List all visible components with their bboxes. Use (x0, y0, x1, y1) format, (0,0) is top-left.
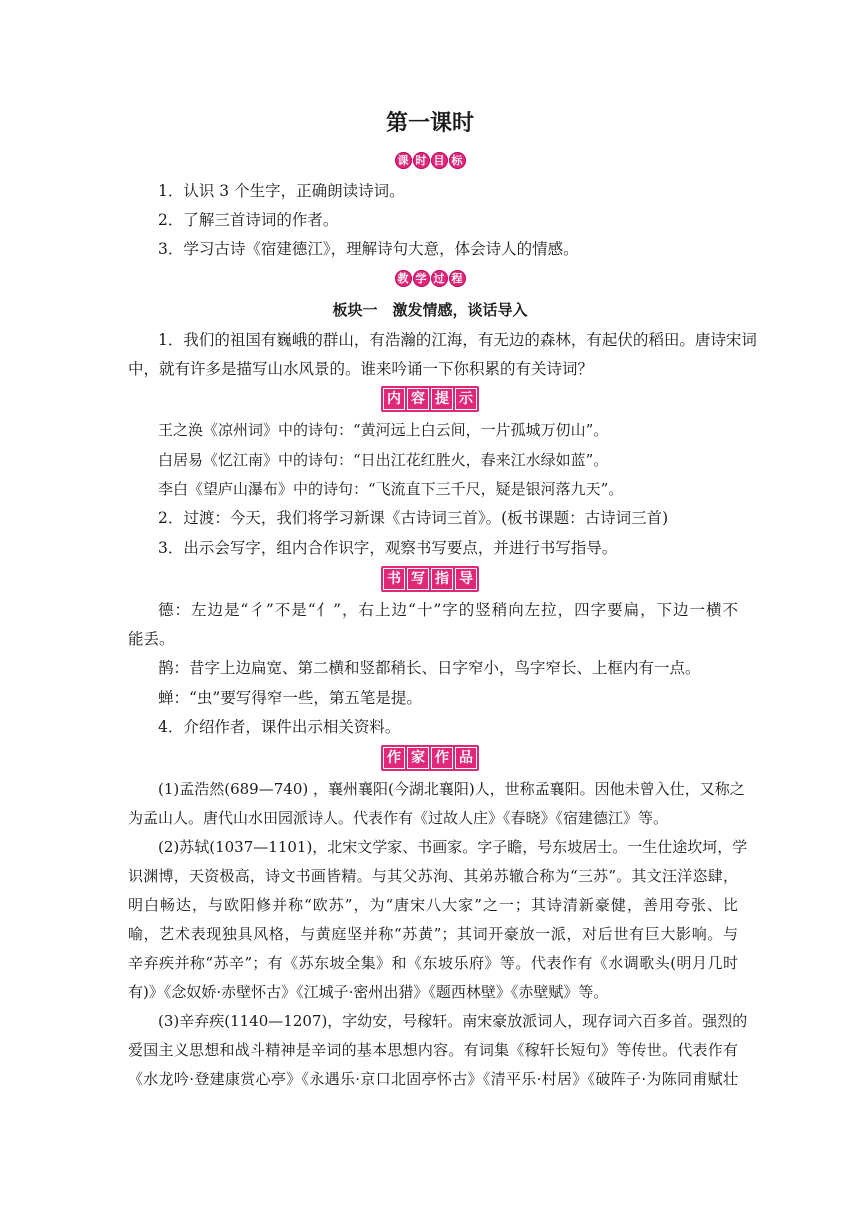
step-line: 3．出示会写字，组内合作识字，观察书写要点，并进行书写指导。 (158, 539, 618, 557)
author-line: (1)孟浩然(689—740) ，襄州襄阳(今湖北襄阳)人，世称孟襄阳。因他未曾入仕，又称之 (158, 780, 745, 798)
author-line: 有)》《念奴娇·赤壁怀古》《江城子·密州出猎》《题西林壁》《赤壁赋》等。 (128, 983, 609, 1001)
authors-badge (0, 745, 860, 771)
badge-char: 程 (449, 270, 466, 287)
author-line: (3)辛弃疾(1140—1207)，字幼安，号稼轩。南宋豪放派词人，现存词六百多首。强烈的 (158, 1012, 748, 1030)
step-line: 2．过渡：今天，我们将学习新课《古诗词三首》。(板书课题：古诗词三首) (158, 509, 669, 527)
hint-line: 李白《望庐山瀑布》中的诗句：“飞流直下三千尺，疑是银河落九天”。 (158, 480, 624, 498)
badge-char: 书 (383, 568, 405, 590)
writing-line: 蝉：“虫”要写得窄一些，第五笔是提。 (158, 689, 422, 707)
step-line: 4．介绍作者，课件出示相关资料。 (158, 718, 401, 736)
badge-char: 写 (407, 568, 429, 590)
badge-char: 教 (395, 270, 412, 287)
badge-char: 时 (413, 152, 430, 169)
author-line: 为孟山人。唐代山水田园派诗人。代表作有《过故人庄》《春晓》《宿建德江》等。 (128, 809, 669, 827)
author-line: 辛弃疾并称“苏辛”；有《苏东坡全集》和《东坡乐府》等。代表作有《水调歌头(明月几时 (128, 954, 738, 972)
badge-char: 作 (431, 747, 453, 769)
hint-line: 王之涣《凉州词》中的诗句：“黄河远上白云间，一片孤城万仞山”。 (158, 421, 609, 439)
author-line: 识渊博，天资极高，诗文书画皆精。与其父苏洵、其弟苏辙合称为“三苏”。其文汪洋恣肆， (128, 867, 738, 885)
badge-char: 家 (407, 747, 429, 769)
goal-item: 3．学习古诗《宿建德江》，理解诗句大意，体会诗人的情感。 (158, 240, 579, 258)
author-line: 明白畅达，与欧阳修并称“欧苏”，为“唐宋八大家”之一；其诗清新豪健，善用夸张、比 (128, 896, 738, 914)
badge-char: 课 (395, 152, 412, 169)
writing-badge (0, 566, 860, 592)
writing-line: 能丢。 (128, 630, 175, 648)
goal-item: 1．认识 3 个生字，正确朗读诗词。 (158, 182, 405, 200)
author-line: 爱国主义思想和战斗精神是辛词的基本思想内容。有词集《稼轩长短句》等传世。代表作有 (128, 1041, 738, 1059)
badge-char: 学 (413, 270, 430, 287)
badge-char: 作 (383, 747, 405, 769)
badge-char: 容 (407, 388, 429, 410)
badge-char: 提 (431, 388, 453, 410)
badge-char: 指 (431, 568, 453, 590)
hint-badge (0, 386, 860, 412)
author-line: 喻，艺术表现独具风格，与黄庭坚并称“苏黄”；其词开豪放一派，对后世有巨大影响。与 (128, 925, 738, 943)
badge-char: 导 (455, 568, 477, 590)
author-line: 《水龙吟·登建康赏心亭》《永遇乐·京口北固亭怀古》《清平乐·村居》《破阵子·为陈同甫赋壮 (128, 1070, 738, 1088)
writing-line: 鹊：昔字上边扁宽、第二横和竖都稍长、日字窄小，鸟字窄长、上框内有一点。 (158, 659, 701, 677)
page-title: 第一课时 (385, 111, 474, 136)
badge-char: 示 (455, 388, 477, 410)
writing-line: 德：左边是“彳”不是“亻”，右上边“十”字的竖稍向左拉，四字要扁，下边一横不 (158, 601, 738, 619)
badge-char: 目 (431, 152, 448, 169)
badge-char: 标 (449, 152, 466, 169)
hint-line: 白居易《忆江南》中的诗句：“日出江花红胜火，春来江水绿如蓝”。 (158, 451, 609, 469)
paragraph-line: 中，就有许多是描写山水风景的。谁来吟诵一下你积累的有关诗词？ (128, 360, 594, 378)
paragraph-line: 1．我们的祖国有巍峨的群山，有浩瀚的江海，有无边的森林，有起伏的稻田。唐诗宋词 (158, 331, 757, 349)
section-heading: 板块一 激发情感，谈话导入 (332, 301, 528, 319)
goals-badge (0, 152, 860, 169)
process-badge (0, 270, 860, 287)
goal-item: 2．了解三首诗词的作者。 (158, 211, 339, 229)
badge-char: 内 (383, 388, 405, 410)
author-line: (2)苏轼(1037—1101)，北宋文学家、书画家。字子瞻，号东坡居士。一生仕途坎坷，学 (158, 838, 748, 856)
badge-char: 过 (431, 270, 448, 287)
badge-char: 品 (455, 747, 477, 769)
